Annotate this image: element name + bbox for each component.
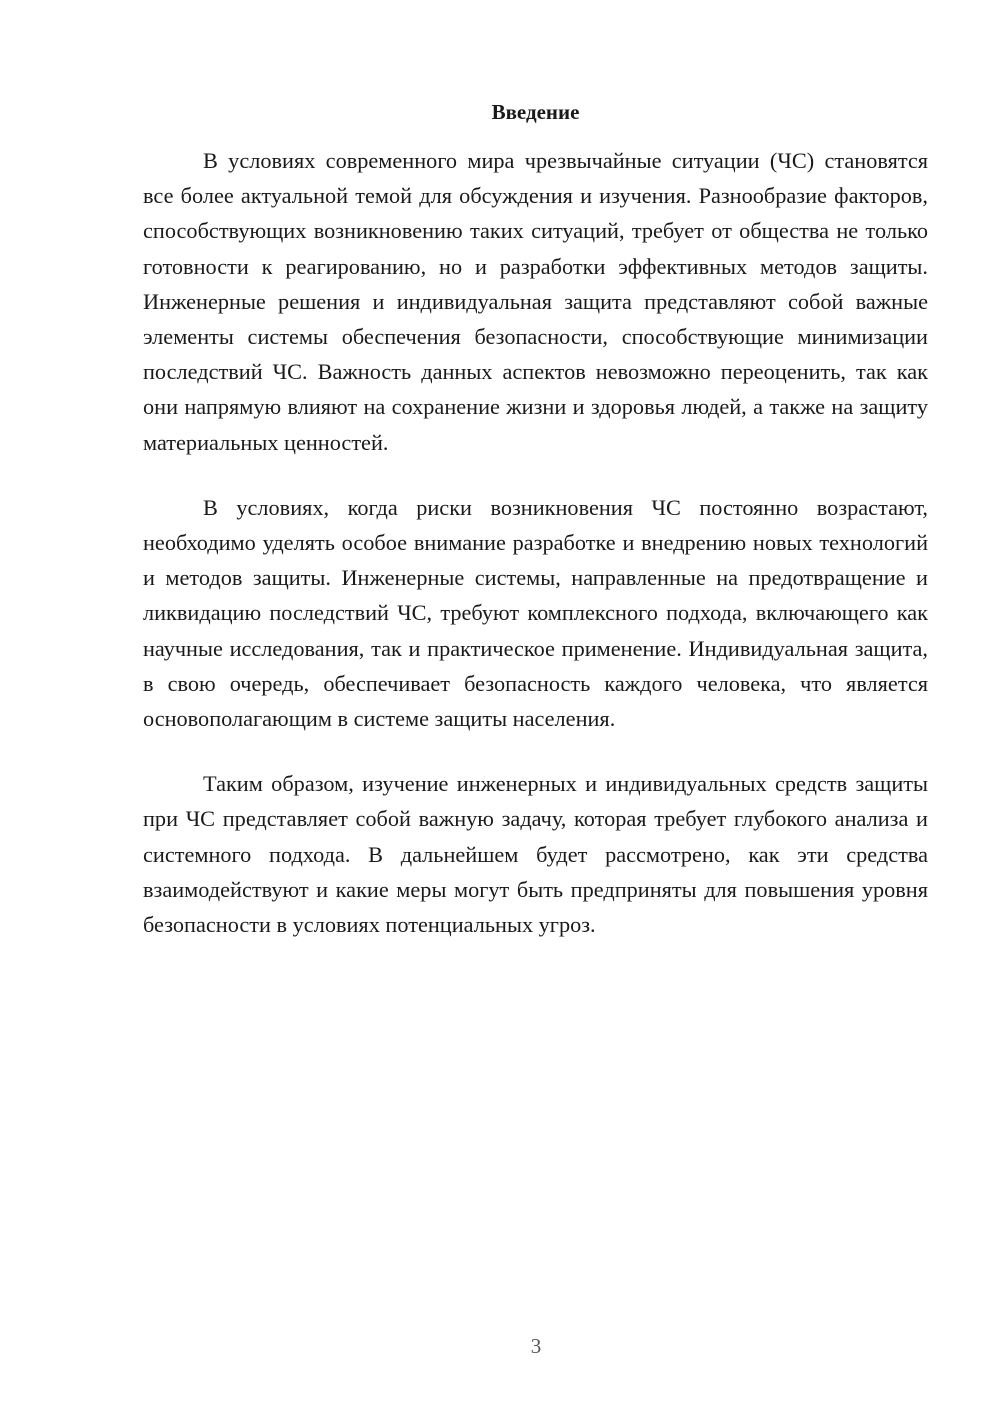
page-number: 3 — [530, 1334, 542, 1358]
section-heading: Введение — [491, 100, 580, 124]
body-text — [143, 143, 928, 972]
paragraph-1: В условиях современного мира чрезвычайные ситуации (ЧС) становятся все более актуальной темой для обсуждения и изучения. Разнообразие факторов, способствующих возникновению таких ситуаций, требует от общества не только готовности к реагированию, но и разработки эффективных методов защиты. Инженерные решения и индивидуальная защита представляют собой важные элементы системы обеспечения безопасности, способствующие минимизации последствий ЧС. Важность данных аспектов невозможно переоценить, так как они напрямую влияют на сохранение жизни и здоровья людей, а также на защиту материальных ценностей. — [143, 148, 928, 455]
paragraph-3: Таким образом, изучение инженерных и индивидуальных средств защиты при ЧС представляет собой важную задачу, которая требует глубокого анализа и системного подхода. В дальнейшем будет рассмотрено, как эти средства взаимодействуют и какие меры могут быть предприняты для повышения уровня безопасности в условиях потенциальных угроз. — [143, 771, 928, 938]
paragraph-2: В условиях, когда риски возникновения ЧС постоянно возрастают, необходимо уделять особое внимание разработке и внедрению новых технологий и методов защиты. Инженерные системы, направленные на предотвращение и ликвидацию последствий ЧС, требуют комплексного подхода, включающего как научные исследования, так и практическое применение. Индивидуальная защита, в свою очередь, обеспечивает безопасность каждого человека, что является основополагающим в системе защиты населения. — [143, 494, 928, 732]
